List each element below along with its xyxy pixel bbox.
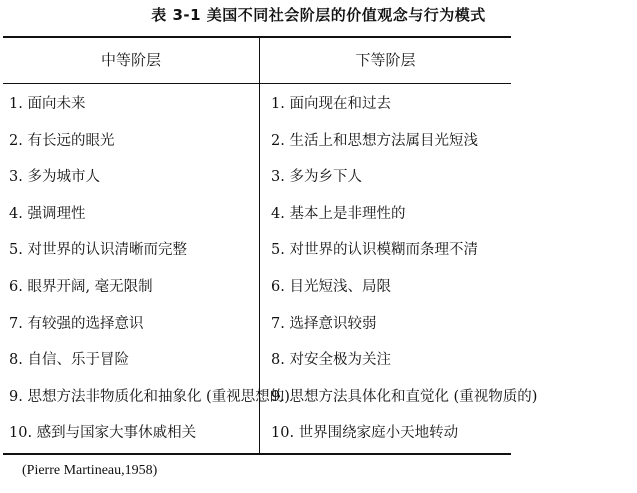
table-row	[0, 165, 637, 202]
lower-class-cell: 3. 多为乡下人	[271, 169, 362, 186]
middle-class-cell: 9. 思想方法非物质化和抽象化 (重视思想的)	[9, 388, 290, 405]
lower-class-cell: 1. 面向现在和过去	[271, 96, 391, 112]
middle-class-cell: 4. 强调理性	[9, 205, 86, 222]
middle-class-cell: 5. 对世界的认识清晰而完整	[9, 242, 187, 259]
header-rule	[3, 83, 511, 84]
lower-class-cell: 7. 选择意识较弱	[271, 315, 377, 332]
column-header-middle-class: 中等阶层	[100, 51, 161, 69]
table-top-rule	[3, 36, 511, 38]
middle-class-cell: 1. 面向未来	[9, 96, 86, 112]
table-row	[0, 348, 637, 385]
table-title: 表 3-1 美国不同社会阶层的价值观念与行为模式	[151, 6, 486, 24]
lower-class-cell: 5. 对世界的认识模糊而条理不清	[271, 242, 478, 259]
lower-class-cell: 10. 世界围绕家庭小天地转动	[271, 425, 459, 442]
middle-class-cell: 7. 有较强的选择意识	[9, 315, 144, 332]
table-body	[0, 92, 637, 458]
table-row	[0, 312, 637, 349]
lower-class-cell: 6. 目光短浅、局限	[271, 278, 391, 295]
column-header-lower-class: 下等阶层	[355, 51, 416, 69]
lower-class-cell: 9. 思想方法具体化和直觉化 (重视物质的)	[271, 388, 538, 405]
middle-class-cell: 6. 眼界开阔, 毫无限制	[9, 278, 153, 295]
middle-class-cell: 10. 感到与国家大事休戚相关	[9, 425, 197, 442]
middle-class-cell: 8. 自信、乐于冒险	[9, 352, 129, 369]
table-row	[0, 202, 637, 239]
table-row	[0, 275, 637, 312]
lower-class-cell: 2. 生活上和思想方法属目光短浅	[271, 132, 478, 149]
middle-class-cell: 2. 有长远的眼光	[9, 132, 115, 149]
middle-class-cell: 3. 多为城市人	[9, 169, 100, 186]
table-row	[0, 129, 637, 166]
table-bottom-rule	[3, 453, 511, 455]
lower-class-cell: 8. 对安全极为关注	[271, 352, 391, 369]
source-citation: (Pierre Martineau,1958)	[22, 463, 158, 478]
table-row	[0, 385, 637, 422]
lower-class-cell: 4. 基本上是非理性的	[271, 205, 406, 222]
table-row	[0, 238, 637, 275]
table-row	[0, 92, 637, 129]
